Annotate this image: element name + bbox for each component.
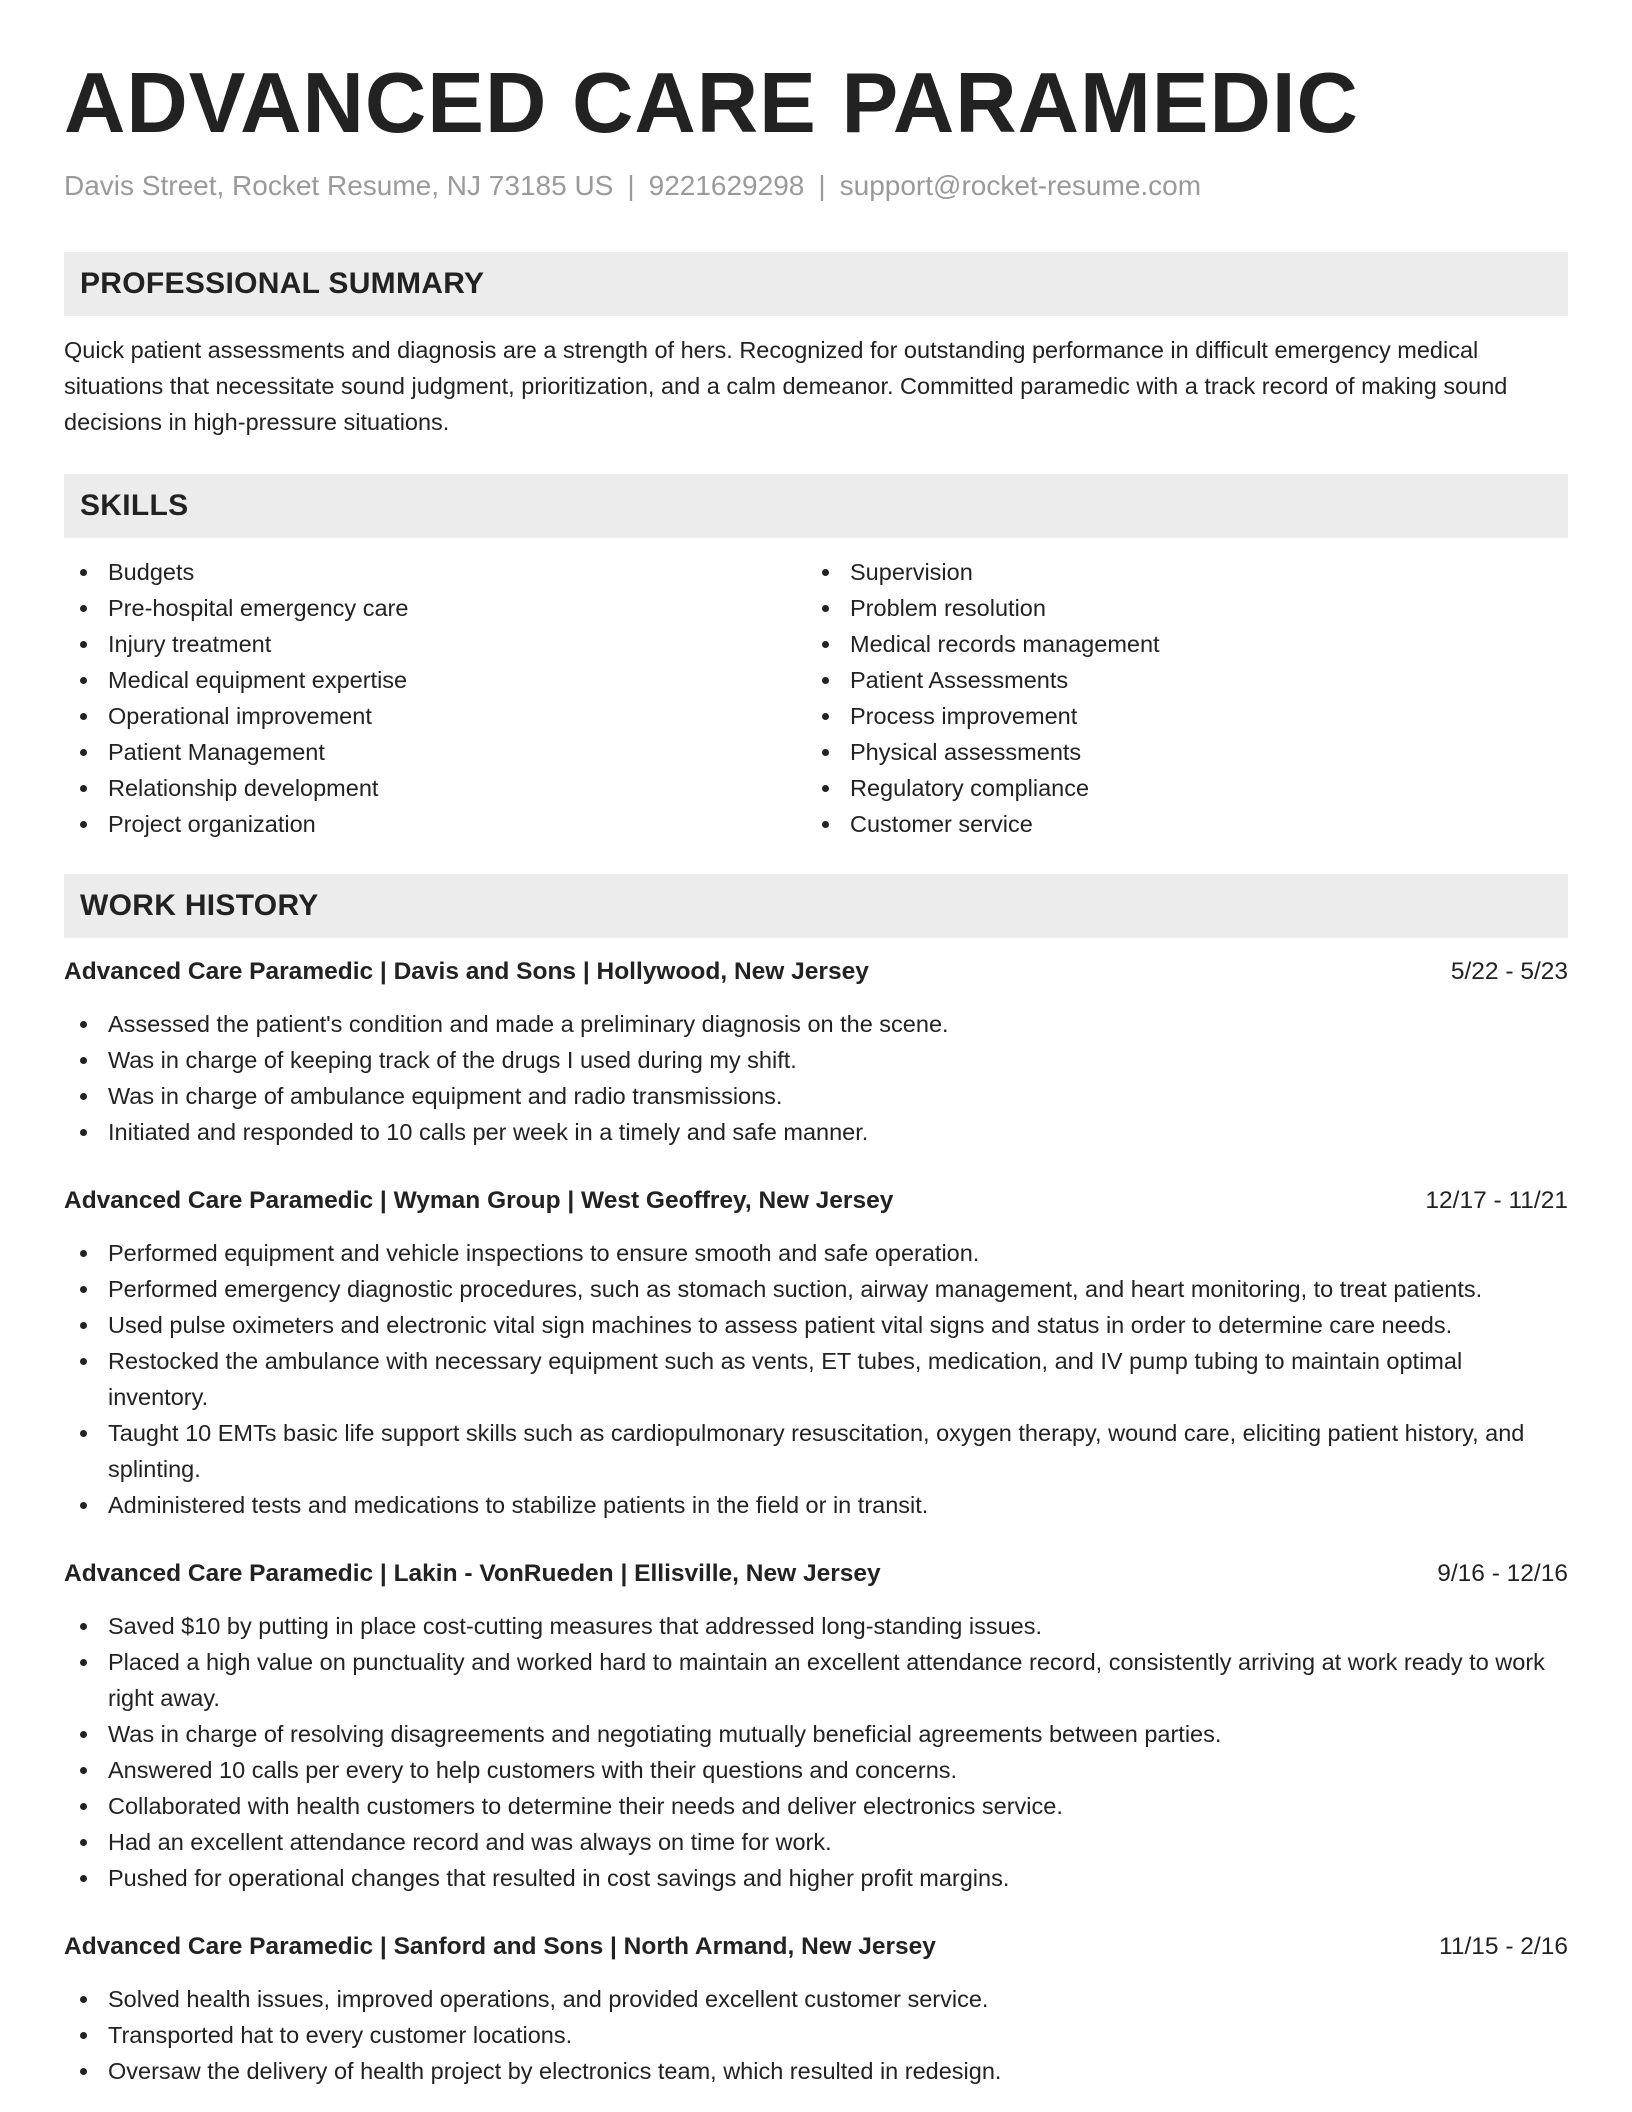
skill-item: Supervision [806, 554, 1568, 590]
job-bullet: Pushed for operational changes that resulted in cost savings and higher profit margins. [64, 1860, 1568, 1896]
job-bullet: Used pulse oximeters and electronic vital sign machines to assess patient vital signs and status in order to determine care needs. [64, 1307, 1568, 1343]
work-history-heading: WORK HISTORY [64, 874, 1568, 938]
resume-content [64, 52, 1568, 2089]
job-title: Advanced Care Paramedic | Davis and Sons | Hollywood, New Jersey [64, 958, 869, 985]
job-bullet: Restocked the ambulance with necessary equipment such as vents, ET tubes, medication, and IV pump tubing to maintain optimal inventory. [64, 1343, 1568, 1415]
job-bullet: Was in charge of keeping track of the drugs I used during my shift. [64, 1042, 1568, 1078]
skill-item: Relationship development [64, 770, 806, 806]
skill-item: Project organization [64, 806, 806, 842]
job-bullets [64, 1006, 1568, 1150]
job-bullet: Administered tests and medications to stabilize patients in the field or in transit. [64, 1487, 1568, 1523]
summary-text: Quick patient assessments and diagnosis are a strength of hers. Recognized for outstanding performance in difficult emergency medical situations that necessitate sound judgment, prioritization, and a calm demeanor. Committed paramedic with a track record of making sound decisions in high-pressure situations. [64, 337, 1508, 435]
contact-separator: | [627, 170, 635, 201]
skill-item: Injury treatment [64, 626, 806, 662]
job-bullets [64, 1608, 1568, 1896]
job-bullet: Was in charge of ambulance equipment and radio transmissions. [64, 1078, 1568, 1114]
resume-name: ADVANCED CARE PARAMEDIC [64, 56, 1359, 151]
job-bullet: Initiated and responded to 10 calls per week in a timely and safe manner. [64, 1114, 1568, 1150]
job-bullet: Solved health issues, improved operations, and provided excellent customer service. [64, 1981, 1568, 2017]
job-title: Advanced Care Paramedic | Lakin - VonRueden | Ellisville, New Jersey [64, 1560, 881, 1587]
contact-address: Davis Street, Rocket Resume, NJ 73185 US [64, 170, 614, 201]
skill-item: Process improvement [806, 698, 1568, 734]
skill-item: Medical records management [806, 626, 1568, 662]
skill-item: Physical assessments [806, 734, 1568, 770]
job-bullet: Had an excellent attendance record and was always on time for work. [64, 1824, 1568, 1860]
contact-line [64, 168, 1568, 204]
job-bullet: Answered 10 calls per every to help customers with their questions and concerns. [64, 1752, 1568, 1788]
job-entry [64, 1183, 1568, 1523]
job-bullet: Assessed the patient's condition and made a preliminary diagnosis on the scene. [64, 1006, 1568, 1042]
job-bullets [64, 1235, 1568, 1523]
summary-heading: PROFESSIONAL SUMMARY [64, 252, 1568, 316]
job-entry [64, 954, 1568, 1150]
job-dates: 5/22 - 5/23 [1450, 958, 1568, 985]
job-bullet: Saved $10 by putting in place cost-cutting measures that addressed long-standing issues. [64, 1608, 1568, 1644]
skill-item: Operational improvement [64, 698, 806, 734]
job-dates: 9/16 - 12/16 [1437, 1560, 1568, 1587]
skill-item: Customer service [806, 806, 1568, 842]
skill-item: Medical equipment expertise [64, 662, 806, 698]
job-bullet: Transported hat to every customer locations. [64, 2017, 1568, 2053]
skills-left-column [64, 554, 806, 842]
job-entry [64, 1556, 1568, 1896]
job-dates: 11/15 - 2/16 [1439, 1933, 1568, 1960]
job-title-row [64, 954, 1568, 990]
skill-item: Patient Assessments [806, 662, 1568, 698]
job-title-row [64, 1929, 1568, 1965]
skills-heading: SKILLS [64, 474, 1568, 538]
skill-item: Regulatory compliance [806, 770, 1568, 806]
job-bullet: Placed a high value on punctuality and worked hard to maintain an excellent attendance record, consistently arriving at work ready to work right away. [64, 1644, 1568, 1716]
job-title: Advanced Care Paramedic | Sanford and Sons | North Armand, New Jersey [64, 1933, 936, 1960]
contact-separator: | [818, 170, 826, 201]
skill-item: Patient Management [64, 734, 806, 770]
job-bullet: Taught 10 EMTs basic life support skills such as cardiopulmonary resuscitation, oxygen therapy, wound care, eliciting patient history, and splinting. [64, 1415, 1568, 1487]
contact-email: support@rocket-resume.com [839, 170, 1202, 201]
job-bullet: Performed equipment and vehicle inspections to ensure smooth and safe operation. [64, 1235, 1568, 1271]
job-bullet: Collaborated with health customers to determine their needs and deliver electronics service. [64, 1788, 1568, 1824]
job-bullet: Performed emergency diagnostic procedures, such as stomach suction, airway management, and heart monitoring, to treat patients. [64, 1271, 1568, 1307]
job-bullet: Was in charge of resolving disagreements and negotiating mutually beneficial agreements between parties. [64, 1716, 1568, 1752]
job-bullet: Oversaw the delivery of health project by electronics team, which resulted in redesign. [64, 2053, 1568, 2089]
skill-item: Problem resolution [806, 590, 1568, 626]
skill-item: Pre-hospital emergency care [64, 590, 806, 626]
skills-right-column [806, 554, 1568, 842]
job-title-row [64, 1183, 1568, 1219]
contact-phone: 9221629298 [648, 170, 805, 201]
job-bullets [64, 1981, 1568, 2089]
skill-item: Budgets [64, 554, 806, 590]
job-title: Advanced Care Paramedic | Wyman Group | West Geoffrey, New Jersey [64, 1187, 894, 1214]
job-entry [64, 1929, 1568, 2089]
job-dates: 12/17 - 11/21 [1425, 1187, 1568, 1214]
job-title-row [64, 1556, 1568, 1592]
skills-columns [64, 554, 1568, 842]
